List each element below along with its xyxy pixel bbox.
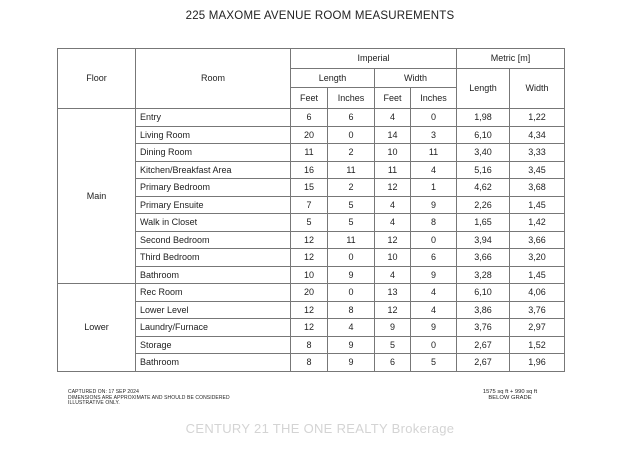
width-inches-cell: 5 — [411, 354, 457, 372]
width-inches-cell: 1 — [411, 179, 457, 197]
length-metric-cell: 3,66 — [457, 249, 510, 267]
width-metric-cell: 1,96 — [510, 354, 565, 372]
total-area: 1575 sq ft + 990 sq ft — [482, 389, 538, 395]
width-inches-cell: 11 — [411, 144, 457, 162]
length-inches-cell: 9 — [328, 266, 375, 284]
room-name-cell: Entry — [136, 109, 291, 127]
length-metric-cell: 1,98 — [457, 109, 510, 127]
length-inches-cell: 9 — [328, 354, 375, 372]
length-inches-cell: 0 — [328, 126, 375, 144]
length-inches-cell: 11 — [328, 231, 375, 249]
width-feet-cell: 4 — [375, 214, 411, 232]
floor-name-cell: Lower — [58, 284, 136, 372]
length-feet-cell: 8 — [291, 354, 328, 372]
table-row — [58, 284, 565, 302]
length-feet-cell: 7 — [291, 196, 328, 214]
length-metric-cell: 3,86 — [457, 301, 510, 319]
length-inches-cell: 4 — [328, 319, 375, 337]
length-feet-header: Feet — [291, 88, 328, 109]
width-feet-cell: 4 — [375, 196, 411, 214]
length-metric-cell: 2,67 — [457, 336, 510, 354]
length-feet-cell: 12 — [291, 249, 328, 267]
imperial-header: Imperial — [291, 49, 457, 69]
length-feet-cell: 12 — [291, 231, 328, 249]
width-inches-cell: 3 — [411, 126, 457, 144]
room-name-cell: Living Room — [136, 126, 291, 144]
room-name-cell: Bathroom — [136, 266, 291, 284]
length-feet-cell: 10 — [291, 266, 328, 284]
width-inches-cell: 4 — [411, 161, 457, 179]
imperial-length-header: Length — [291, 69, 375, 88]
width-inches-cell: 4 — [411, 284, 457, 302]
width-metric-cell: 3,66 — [510, 231, 565, 249]
length-inches-cell: 9 — [328, 336, 375, 354]
room-name-cell: Third Bedroom — [136, 249, 291, 267]
length-inches-cell: 2 — [328, 144, 375, 162]
length-feet-cell: 8 — [291, 336, 328, 354]
length-feet-cell: 16 — [291, 161, 328, 179]
length-metric-cell: 5,16 — [457, 161, 510, 179]
table-row — [58, 109, 565, 127]
length-inches-cell: 11 — [328, 161, 375, 179]
captured-date: CAPTURED ON: 17 SEP 2024 — [68, 389, 139, 395]
length-feet-cell: 5 — [291, 214, 328, 232]
width-metric-cell: 4,34 — [510, 126, 565, 144]
disclaimer-line-1: DIMENSIONS ARE APPROXIMATE AND SHOULD BE CONSIDERED — [68, 394, 230, 401]
width-metric-cell: 1,22 — [510, 109, 565, 127]
imperial-width-header: Width — [375, 69, 457, 88]
width-feet-cell: 12 — [375, 301, 411, 319]
capture-disclaimer — [68, 390, 230, 407]
area-summary — [450, 389, 570, 402]
room-name-cell: Bathroom — [136, 354, 291, 372]
length-inches-cell: 0 — [328, 249, 375, 267]
disclaimer-line-2: ILLUSTRATIVE ONLY. — [68, 400, 120, 407]
width-inches-cell: 0 — [411, 336, 457, 354]
length-inches-cell: 6 — [328, 109, 375, 127]
width-feet-cell: 6 — [375, 354, 411, 372]
width-metric-cell: 3,76 — [510, 301, 565, 319]
length-metric-cell: 2,26 — [457, 196, 510, 214]
room-name-cell: Primary Bedroom — [136, 179, 291, 197]
width-inches-cell: 0 — [411, 109, 457, 127]
width-feet-cell: 13 — [375, 284, 411, 302]
length-feet-cell: 12 — [291, 301, 328, 319]
width-inches-cell: 4 — [411, 301, 457, 319]
length-feet-cell: 20 — [291, 126, 328, 144]
length-inches-cell: 0 — [328, 284, 375, 302]
width-metric-cell: 2,97 — [510, 319, 565, 337]
width-metric-cell: 1,52 — [510, 336, 565, 354]
width-feet-cell: 10 — [375, 249, 411, 267]
length-metric-cell: 1,65 — [457, 214, 510, 232]
width-feet-cell: 5 — [375, 336, 411, 354]
width-metric-cell: 3,45 — [510, 161, 565, 179]
width-inches-cell: 0 — [411, 231, 457, 249]
metric-header: Metric [m] — [457, 49, 565, 69]
width-inches-header: Inches — [411, 88, 457, 109]
width-metric-cell: 3,68 — [510, 179, 565, 197]
width-feet-cell: 4 — [375, 266, 411, 284]
room-name-cell: Storage — [136, 336, 291, 354]
length-metric-cell: 3,76 — [457, 319, 510, 337]
length-metric-cell: 2,67 — [457, 354, 510, 372]
width-metric-cell: 4,06 — [510, 284, 565, 302]
table-body — [58, 109, 565, 372]
brokerage-watermark: CENTURY 21 THE ONE REALTY Brokerage — [185, 421, 455, 436]
width-feet-cell: 4 — [375, 109, 411, 127]
width-inches-cell: 9 — [411, 266, 457, 284]
width-inches-cell: 8 — [411, 214, 457, 232]
room-name-cell: Lower Level — [136, 301, 291, 319]
room-header: Room — [136, 49, 291, 109]
width-metric-cell: 3,20 — [510, 249, 565, 267]
length-inches-cell: 5 — [328, 214, 375, 232]
width-feet-cell: 10 — [375, 144, 411, 162]
metric-width-header: Width — [510, 69, 565, 109]
room-name-cell: Laundry/Furnace — [136, 319, 291, 337]
length-inches-header: Inches — [328, 88, 375, 109]
width-feet-cell: 12 — [375, 179, 411, 197]
width-metric-cell: 1,45 — [510, 266, 565, 284]
length-inches-cell: 8 — [328, 301, 375, 319]
width-feet-cell: 9 — [375, 319, 411, 337]
length-feet-cell: 11 — [291, 144, 328, 162]
length-feet-cell: 12 — [291, 319, 328, 337]
width-feet-cell: 12 — [375, 231, 411, 249]
room-name-cell: Walk in Closet — [136, 214, 291, 232]
length-metric-cell: 3,94 — [457, 231, 510, 249]
width-feet-cell: 11 — [375, 161, 411, 179]
room-name-cell: Dining Room — [136, 144, 291, 162]
width-inches-cell: 6 — [411, 249, 457, 267]
length-metric-cell: 3,40 — [457, 144, 510, 162]
length-inches-cell: 5 — [328, 196, 375, 214]
width-metric-cell: 1,45 — [510, 196, 565, 214]
width-feet-cell: 14 — [375, 126, 411, 144]
room-name-cell: Rec Room — [136, 284, 291, 302]
length-metric-cell: 6,10 — [457, 284, 510, 302]
length-inches-cell: 2 — [328, 179, 375, 197]
floor-header: Floor — [58, 49, 136, 109]
width-inches-cell: 9 — [411, 319, 457, 337]
room-name-cell: Primary Ensuite — [136, 196, 291, 214]
room-measurements-table — [57, 48, 565, 372]
length-feet-cell: 6 — [291, 109, 328, 127]
below-grade-label: BELOW GRADE — [488, 395, 532, 402]
length-metric-cell: 3,28 — [457, 266, 510, 284]
length-feet-cell: 15 — [291, 179, 328, 197]
width-inches-cell: 9 — [411, 196, 457, 214]
length-metric-cell: 6,10 — [457, 126, 510, 144]
room-name-cell: Second Bedroom — [136, 231, 291, 249]
width-metric-cell: 3,33 — [510, 144, 565, 162]
page-title: 225 MAXOME AVENUE ROOM MEASUREMENTS — [185, 10, 455, 22]
length-feet-cell: 20 — [291, 284, 328, 302]
floor-name-cell: Main — [58, 109, 136, 284]
metric-length-header: Length — [457, 69, 510, 109]
room-name-cell: Kitchen/Breakfast Area — [136, 161, 291, 179]
width-metric-cell: 1,42 — [510, 214, 565, 232]
length-metric-cell: 4,62 — [457, 179, 510, 197]
width-feet-header: Feet — [375, 88, 411, 109]
